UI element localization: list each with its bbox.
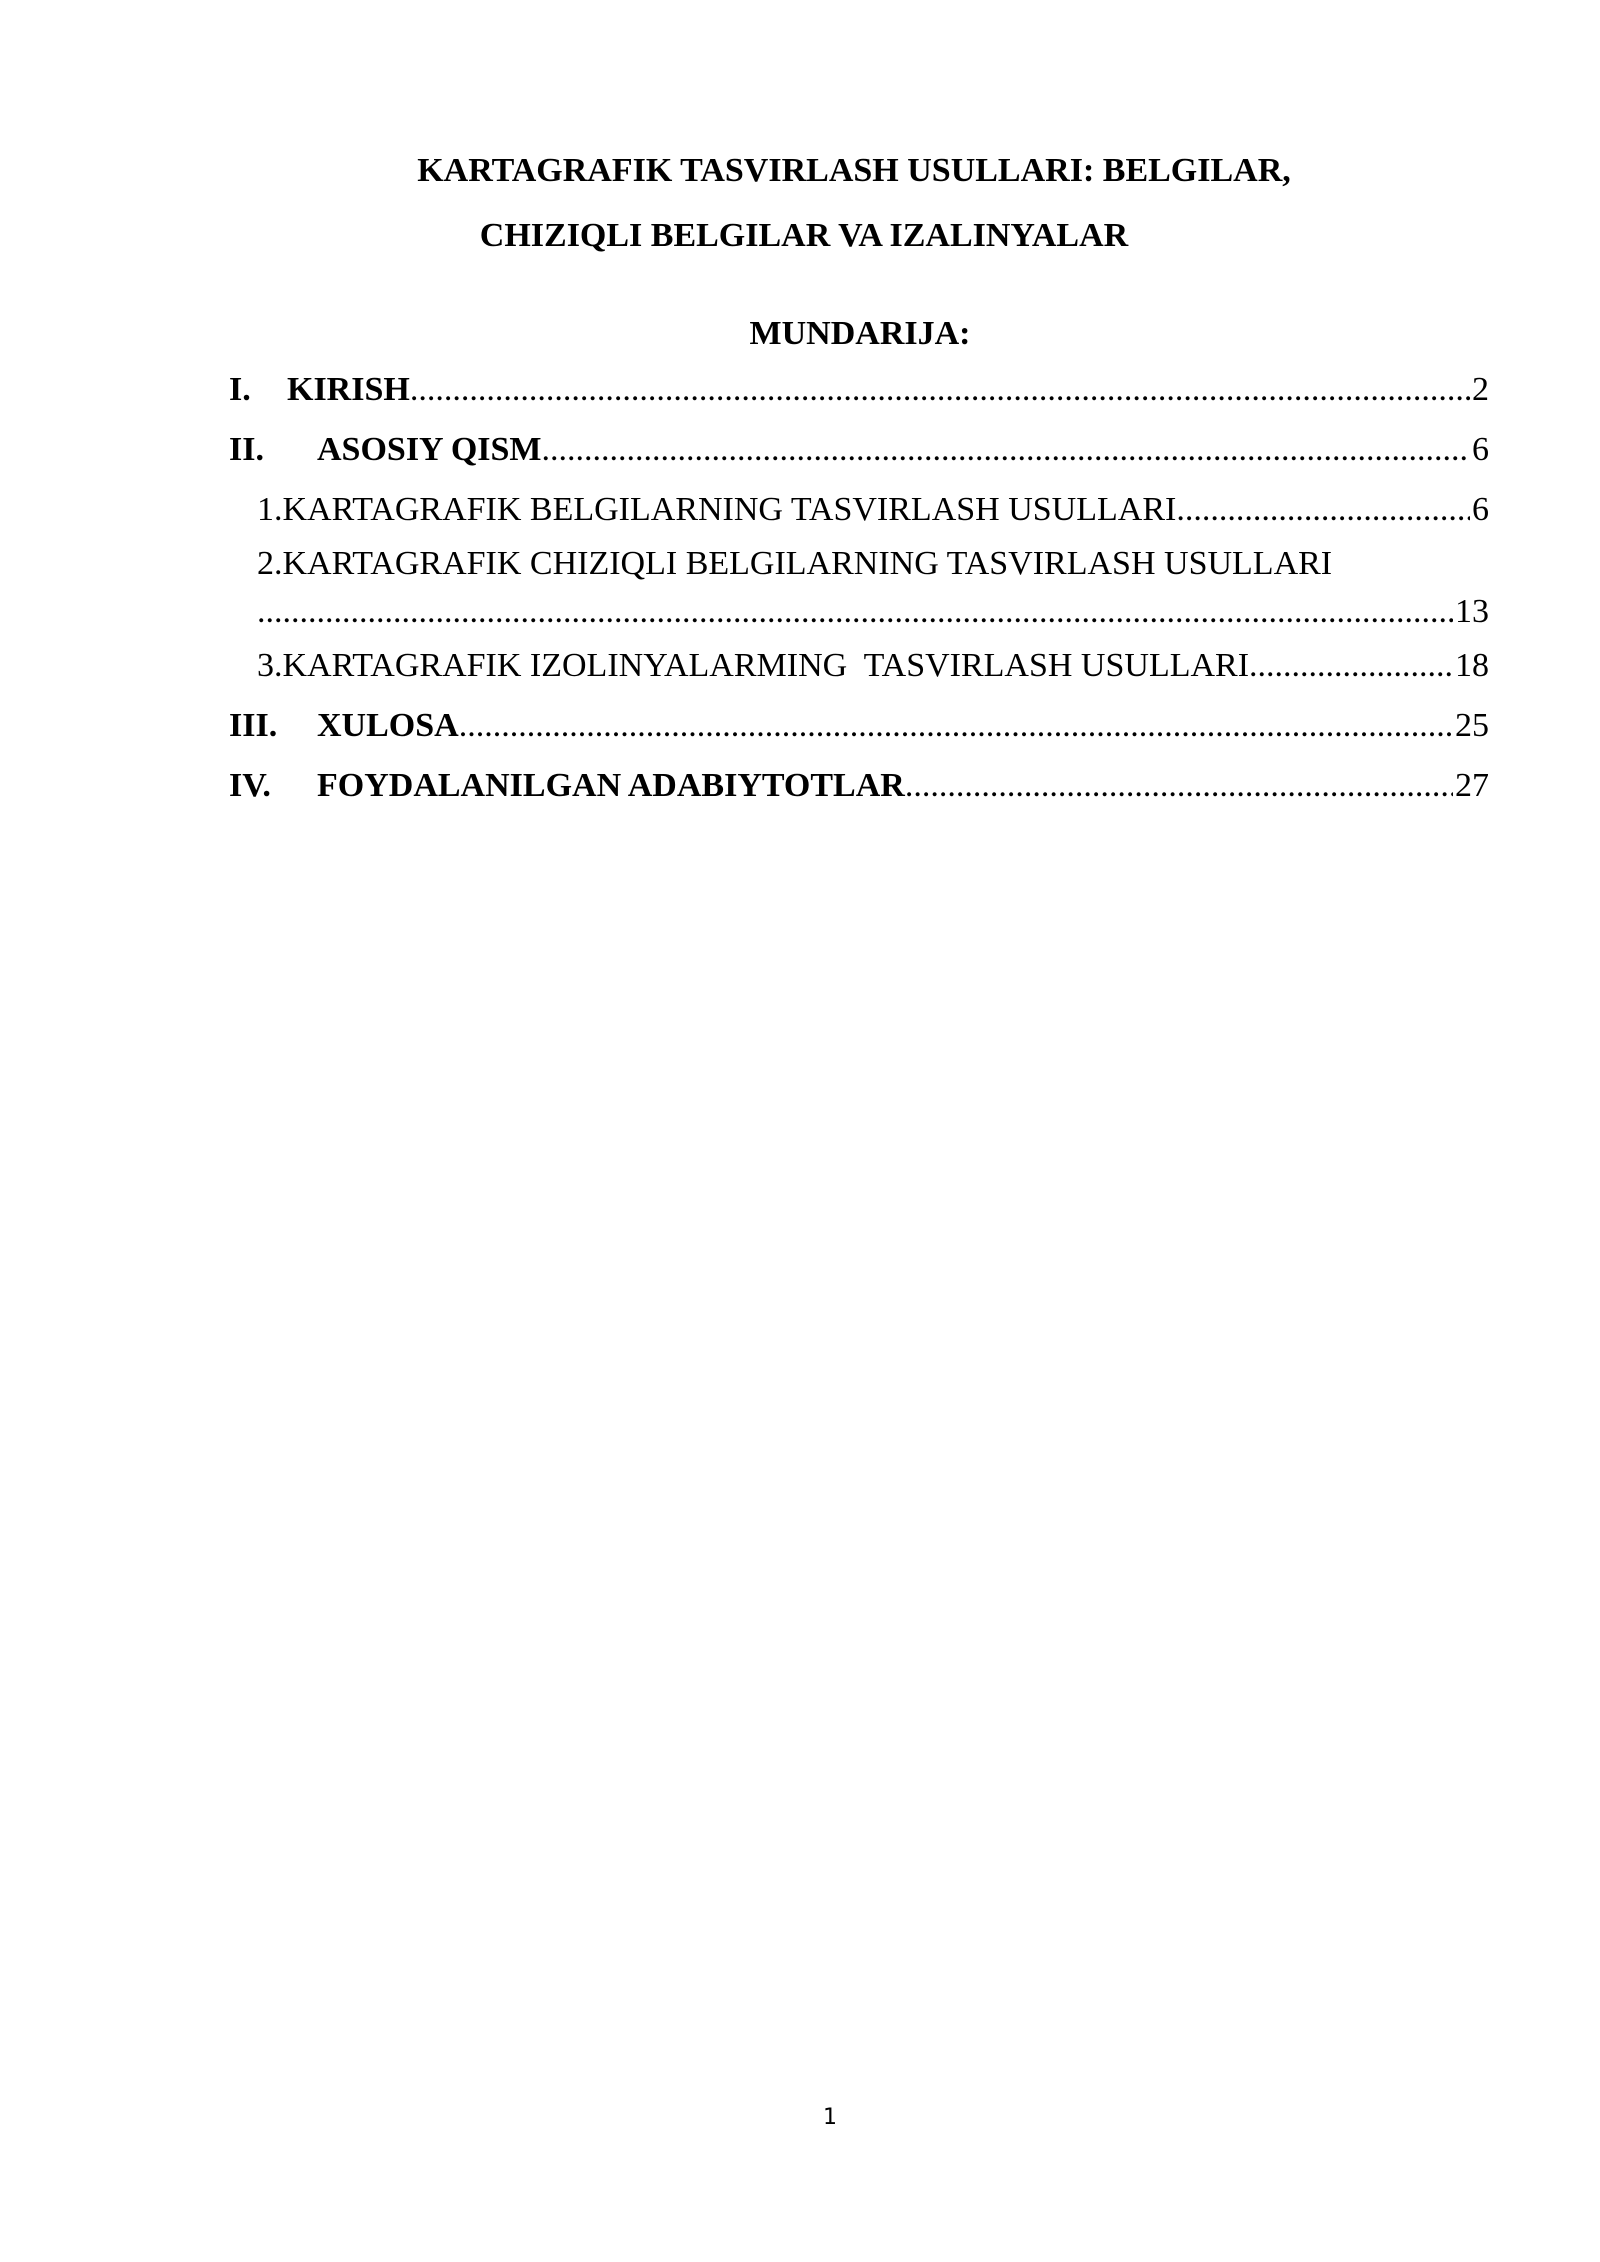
toc-entry-label: KIRISH — [287, 371, 410, 408]
toc-entry-kirish[interactable] — [229, 360, 1489, 420]
toc-entry-page: 25 — [1455, 707, 1489, 744]
toc-leader-dots — [459, 696, 1453, 756]
toc-entry-label: 2.KARTAGRAFIK CHIZIQLI BELGILARNING TASVIRLASH USULLARI — [257, 545, 1333, 582]
toc-entry-xulosa[interactable] — [229, 696, 1489, 756]
toc-entry-label: 3.KARTAGRAFIK IZOLINYALARMING TASVIRLASH USULLARI — [257, 647, 1250, 684]
document-title-line-1: KARTAGRAFIK TASVIRLASH USULLARI: BELGILAR, — [417, 152, 1291, 189]
table-of-contents — [229, 360, 1489, 816]
toc-entry-label: ASOSIY QISM — [317, 431, 542, 468]
toc-entry-page: 27 — [1455, 767, 1489, 804]
toc-entry-belgilar[interactable] — [229, 480, 1489, 540]
toc-entry-number: I. — [229, 371, 251, 408]
toc-entry-page: 6 — [1472, 431, 1489, 468]
toc-leader-dots — [1249, 636, 1453, 696]
toc-entry-label: FOYDALANILGAN ADABIYTOTLAR — [317, 767, 905, 804]
toc-entry-page: 6 — [1472, 491, 1489, 528]
toc-entry-number: IV. — [229, 767, 271, 804]
toc-entry-chiziqli-belgilar-continued[interactable] — [229, 588, 1489, 636]
toc-leader-dots — [1176, 480, 1470, 540]
toc-entry-number: III. — [229, 707, 278, 744]
toc-leader-dots — [410, 360, 1470, 420]
toc-entry-label: 1.KARTAGRAFIK BELGILARNING TASVIRLASH USULLARI — [257, 491, 1177, 528]
toc-entry-page: 18 — [1455, 647, 1489, 684]
toc-entry-asosiy-qism[interactable] — [229, 420, 1489, 480]
toc-entry-chiziqli-belgilar[interactable] — [229, 540, 1489, 588]
page-number: 1 — [823, 2105, 837, 2130]
toc-leader-dots — [257, 588, 1453, 636]
toc-entry-izolinyalar[interactable] — [229, 636, 1489, 696]
toc-heading: MUNDARIJA: — [749, 315, 971, 352]
toc-entry-adabiyotlar[interactable] — [229, 756, 1489, 816]
toc-entry-page: 13 — [1455, 593, 1489, 630]
document-title-line-2: CHIZIQLI BELGILAR VA IZALINYALAR — [479, 217, 1129, 254]
toc-leader-dots — [542, 420, 1470, 480]
toc-entry-number: II. — [229, 431, 264, 468]
toc-entry-page: 2 — [1472, 371, 1489, 408]
toc-leader-dots — [905, 756, 1453, 816]
toc-entry-label: XULOSA — [317, 707, 459, 744]
